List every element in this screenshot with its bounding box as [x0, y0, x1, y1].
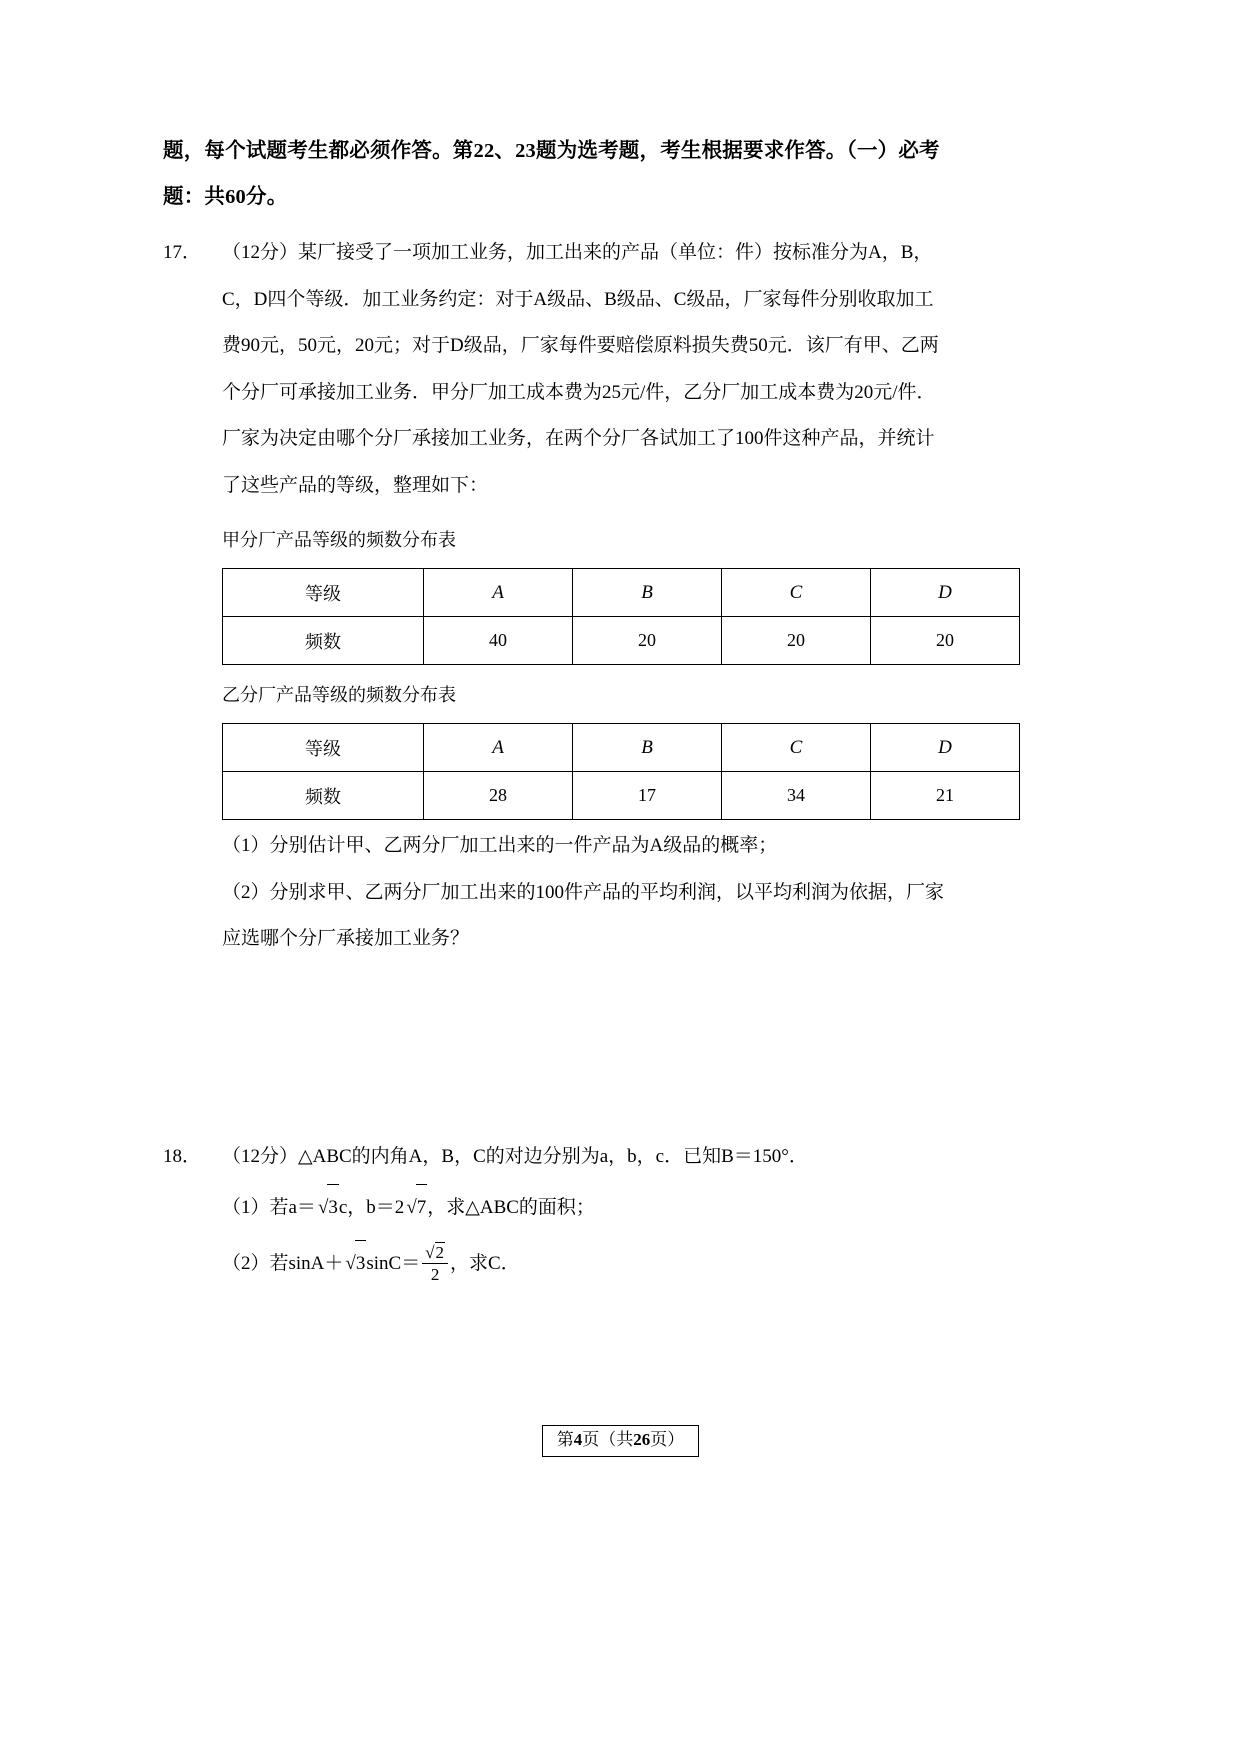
question-17-sub-2: [222, 870, 944, 962]
section-heading-line-1: 题，每个试题考生都必须作答。第22、23题为选考题，考生根据要求作答。（一）必考: [163, 140, 940, 162]
table-row: [223, 569, 1020, 617]
question-18-stem: （12分）△ABC的内角A，B，C的对边分别为a，b，c．已知B＝150°．: [222, 1146, 808, 1167]
question-17-number: 17．: [163, 242, 202, 263]
table-yi-row-label-freq: 频数: [223, 772, 424, 820]
question-18-sub-1-text: [222, 1184, 595, 1231]
frac-denominator: 2: [430, 1265, 440, 1285]
question-17-body: [222, 230, 1122, 509]
fraction-sqrt2-over-2: [422, 1243, 448, 1284]
question-18-body: [222, 1134, 1122, 1181]
table-yi-caption: 乙分厂产品等级的频数分布表: [222, 685, 456, 705]
footer-page-number: 4: [573, 1430, 583, 1449]
question-18-sub-2: [222, 1240, 520, 1287]
table-row: [223, 617, 1020, 665]
table-row: [223, 772, 1020, 820]
table-jia-freq-d: 20: [871, 617, 1020, 665]
frac-radical-sign: √: [425, 1243, 435, 1263]
table-yi-grade-c: C: [722, 724, 871, 772]
question-17-sub-2-line-1: （2）分别求甲、乙两分厂加工出来的100件产品的平均利润，以平均利润为依据，厂家: [222, 882, 945, 903]
table-jia-row-label-freq: 频数: [223, 617, 424, 665]
footer-text-middle: 页（共: [582, 1430, 634, 1449]
q18-sub1-prefix: （1）若a＝: [222, 1197, 316, 1218]
question-17-line-2: C，D四个等级．加工业务约定：对于A级品、B级品、C级品，厂家每件分别收取加工: [222, 288, 934, 310]
question-17-line-3: 费90元，50元，20元；对于D级品，厂家每件要赔偿原料损失费50元．该厂有甲、乙两: [222, 335, 939, 356]
table-jia-grade-b: B: [573, 569, 722, 617]
table-yi-grade-b: B: [573, 724, 722, 772]
question-18-sub-1: [222, 1184, 595, 1231]
footer-text-after: 页）: [650, 1430, 685, 1449]
table-yi: [222, 723, 1020, 820]
table-jia-grade-c: C: [722, 569, 871, 617]
table-yi-row-label-grade: 等级: [223, 724, 424, 772]
q18-sub2-suffix: ，求C．: [450, 1253, 520, 1274]
sqrt-7-icon: √7: [404, 1184, 427, 1231]
table-yi-freq-b: 17: [573, 772, 722, 820]
question-17-sub-2-line-2: 应选哪个分厂承接加工业务？: [222, 928, 470, 949]
frac-numerator: 2: [435, 1243, 445, 1263]
table-yi-grade-a: A: [424, 724, 573, 772]
q18-sub1-suffix: ，求△ABC的面积；: [427, 1197, 595, 1218]
section-heading-line-2: 题：共60分。: [163, 186, 288, 208]
footer-text-before: 第: [556, 1430, 574, 1449]
question-18-sub-2-text: [222, 1240, 520, 1287]
table-yi-freq-d: 21: [871, 772, 1020, 820]
question-17-line-1: （12分）某厂接受了一项加工业务，加工出来的产品（单位：件）按标准分为A，B，: [222, 242, 933, 263]
section-heading: [163, 128, 1113, 220]
question-17-line-6: 了这些产品的等级，整理如下：: [222, 474, 489, 496]
q18-sub2-mid: sinC＝: [366, 1253, 421, 1274]
table-jia-freq-c: 20: [722, 617, 871, 665]
table-yi-freq-a: 28: [424, 772, 573, 820]
q18-sub1-mid: c，b＝2: [338, 1197, 405, 1218]
table-jia-grade-a: A: [424, 569, 573, 617]
question-17-line-4: 个分厂可承接加工业务．甲分厂加工成本费为25元/件，乙分厂加工成本费为20元/件．: [222, 381, 936, 403]
table-jia-grade-d: D: [871, 569, 1020, 617]
q18-sub2-prefix: （2）若sinA＋: [222, 1253, 344, 1274]
table-jia-row-label-grade: 等级: [223, 569, 424, 617]
page-footer: [0, 1425, 1241, 1457]
question-18-number: 18．: [163, 1146, 202, 1167]
sqrt-3-icon: √3: [316, 1184, 339, 1231]
sqrt-3-icon: √3: [343, 1240, 366, 1287]
footer-total-pages: 26: [633, 1430, 651, 1449]
table-jia-caption: 甲分厂产品等级的频数分布表: [222, 530, 456, 550]
table-yi-grade-d: D: [871, 724, 1020, 772]
question-17-line-5: 厂家为决定由哪个分厂承接加工业务，在两个分厂各试加工了100件这种产品，并统计: [222, 428, 935, 449]
table-jia-freq-a: 40: [424, 617, 573, 665]
question-17-sub-1-text: （1）分别估计甲、乙两分厂加工出来的一件产品为A级品的概率；: [222, 835, 778, 856]
page-number-box: [542, 1425, 700, 1457]
table-row: [223, 724, 1020, 772]
table-yi-freq-c: 34: [722, 772, 871, 820]
question-17-sub-1: [222, 823, 777, 869]
table-jia-freq-b: 20: [573, 617, 722, 665]
table-jia: [222, 568, 1020, 665]
